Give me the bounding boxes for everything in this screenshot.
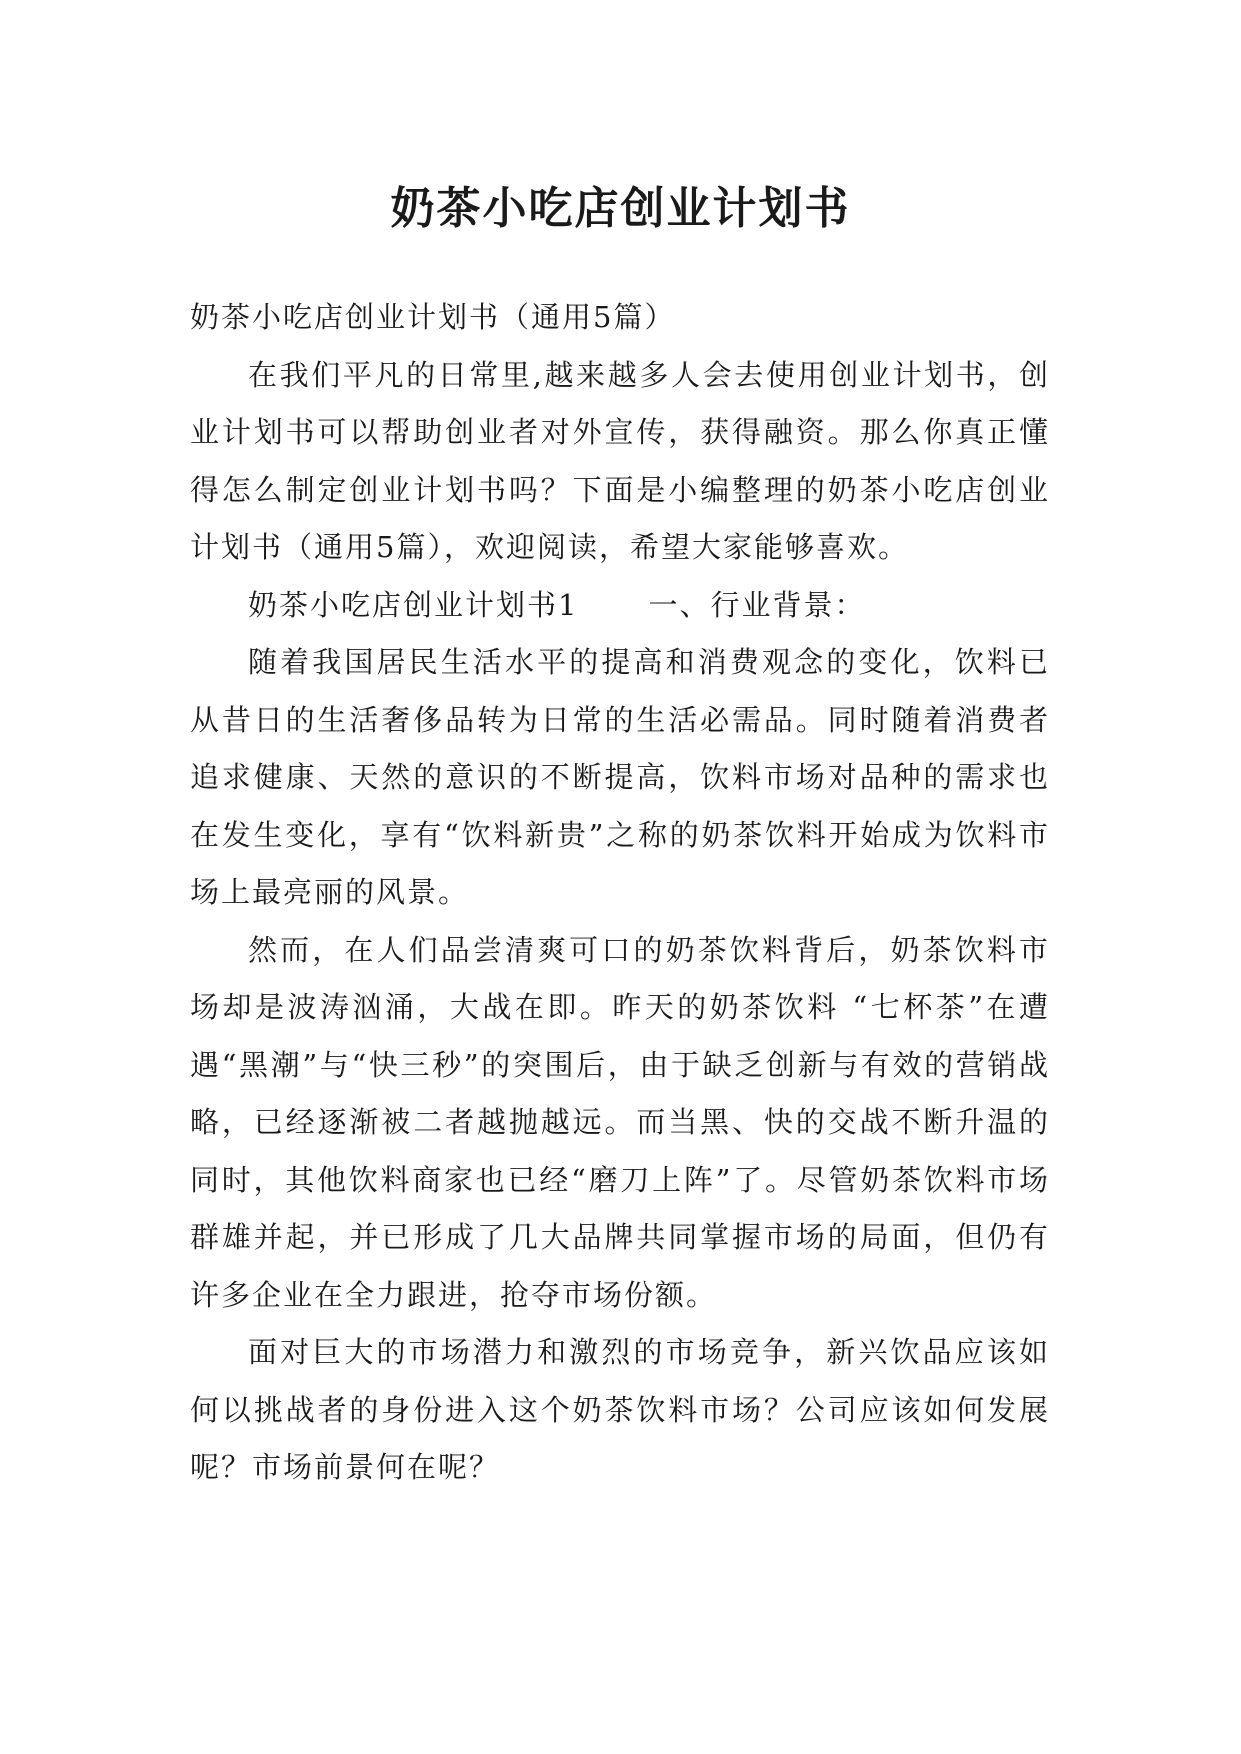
body-paragraph-1: 随着我国居民生活水平的提高和消费观念的变化，饮料已从昔日的生活奢侈品转为日常的生活必需品。同时随着消费者追求健康、天然的意识的不断提高，饮料市场对品种的需求也在发生变化，享有“饮料新贵”之称的奶茶饮料开始成为饮料市场上最亮丽的风景。 [190, 645, 1050, 909]
body-paragraph-2: 然而，在人们品尝清爽可口的奶茶饮料背后，奶茶饮料市场却是波涛汹涌，大战在即。昨天的奶茶饮料 “七杯茶”在遭遇“黑潮”与“快三秒”的突围后，由于缺乏创新与有效的营销战略，已经逐渐被二者越抛越远。而当黑、快的交战不断升温的同时，其他饮料商家也已经“磨刀上阵”了。尽管奶茶饮料市场群雄并起，并已形成了几大品牌共同掌握市场的局面，但仍有许多企业在全力跟进，抢夺市场份额。 [190, 932, 1050, 1312]
section-header-line [190, 577, 1050, 635]
document-title: 奶茶小吃店创业计划书 [390, 183, 851, 235]
body-paragraph-3: 面对巨大的市场潜力和激烈的市场竞争，新兴饮品应该如何以挑战者的身份进入这个奶茶饮料市场？公司应该如何发展呢？市场前景何在呢？ [190, 1335, 1050, 1484]
document-subtitle: 奶茶小吃店创业计划书（通用5篇） [190, 300, 676, 334]
section-label: 奶茶小吃店创业计划书1 [248, 587, 579, 622]
section-heading: 一、行业背景： [648, 587, 866, 622]
intro-paragraph: 在我们平凡的日常里,越来越多人会去使用创业计划书，创业计划书可以帮助创业者对外宣传，获得融资。那么你真正懂得怎么制定创业计划书吗？下面是小编整理的奶茶小吃店创业计划书（通用5篇），欢迎阅读，希望大家能够喜欢。 [190, 357, 1050, 564]
document-body [190, 289, 1050, 1497]
